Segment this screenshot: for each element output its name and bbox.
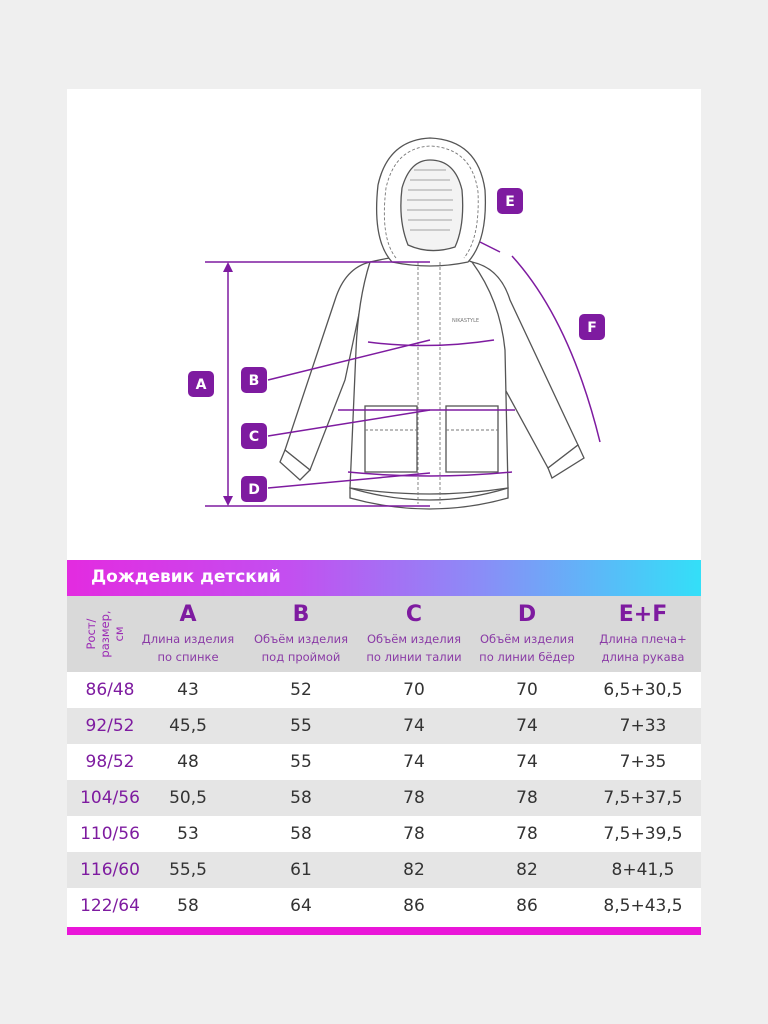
value-cell: 7,5+37,5 [603,788,683,808]
value-cell: 52 [290,680,312,700]
hood-opening [401,160,463,251]
value-cell: 78 [516,824,538,844]
svg-text:E: E [505,194,515,210]
column-letter: C [405,602,423,627]
size-cell: 122/64 [80,896,140,916]
label-f-badge [579,314,605,340]
svg-text:B: B [248,373,260,389]
value-cell: 50,5 [169,788,207,808]
table-row [67,672,701,708]
column-description: Объём изделия по линии бёдер [479,632,575,664]
table-row [67,780,701,816]
svg-text:F: F [587,320,597,336]
size-cell: 116/60 [80,860,140,880]
header-col-b [243,596,359,672]
right-pocket [446,406,498,472]
value-cell: 82 [403,860,425,880]
value-cell: 6,5+30,5 [603,680,683,700]
size-cell: 110/56 [80,824,140,844]
header-col-ef [585,596,701,672]
value-cell: 7+35 [619,752,667,772]
table-header [67,596,701,672]
value-cell: 86 [516,896,538,916]
table-row [67,744,701,780]
size-header-label: Рост/ размер, см [84,610,126,658]
value-cell: 53 [177,824,199,844]
bottom-accent-line [67,927,701,935]
size-cell: 86/48 [85,680,135,700]
table-row [67,708,701,744]
svg-text:C: C [248,429,260,445]
table-row [67,852,701,888]
chart-title: Дождевик детский [91,567,281,587]
header-col-d [469,596,585,672]
value-cell: 78 [516,788,538,808]
value-cell: 58 [290,788,312,808]
column-description: Длина плеча+ длина рукава [599,632,687,664]
column-description: Объём изделия по линии талии [366,632,462,664]
table-row [67,816,701,852]
column-letter: D [517,602,537,627]
size-header [67,596,143,672]
value-cell: 55 [290,716,312,736]
column-description: Объём изделия под проймой [253,632,349,664]
header-col-c [359,596,469,672]
size-cell: 98/52 [85,752,135,772]
label-e-badge [497,188,523,214]
value-cell: 82 [516,860,538,880]
value-cell: 61 [290,860,312,880]
value-cell: 8,5+43,5 [603,896,683,916]
label-a-badge [188,371,214,397]
value-cell: 64 [290,896,312,916]
column-description: Длина изделия по спинке [141,632,235,664]
value-cell: 86 [403,896,425,916]
value-cell: 70 [516,680,538,700]
column-letter: A [179,602,197,627]
value-cell: 7,5+39,5 [603,824,683,844]
size-cell: 104/56 [80,788,140,808]
value-cell: 45,5 [169,716,207,736]
column-letter: E+F [618,602,668,627]
value-cell: 55 [290,752,312,772]
svg-text:A: A [195,377,207,393]
label-d-badge [241,476,267,502]
table-row [67,888,701,926]
value-cell: 43 [177,680,199,700]
label-b-badge [241,367,267,393]
value-cell: 55,5 [169,860,207,880]
header-col-a [133,596,243,672]
value-cell: 70 [403,680,425,700]
brand-tag: NIKASTYLE [452,318,480,324]
title-band [67,560,701,596]
value-cell: 8+41,5 [611,860,675,880]
svg-text:D: D [248,482,260,498]
column-letter: B [292,602,310,627]
value-cell: 74 [403,716,425,736]
label-c-badge [241,423,267,449]
size-cell: 92/52 [85,716,135,736]
value-cell: 48 [177,752,199,772]
value-cell: 58 [290,824,312,844]
value-cell: 58 [177,896,199,916]
value-cell: 78 [403,788,425,808]
value-cell: 74 [516,716,538,736]
value-cell: 74 [516,752,538,772]
value-cell: 74 [403,752,425,772]
value-cell: 7+33 [619,716,667,736]
value-cell: 78 [403,824,425,844]
